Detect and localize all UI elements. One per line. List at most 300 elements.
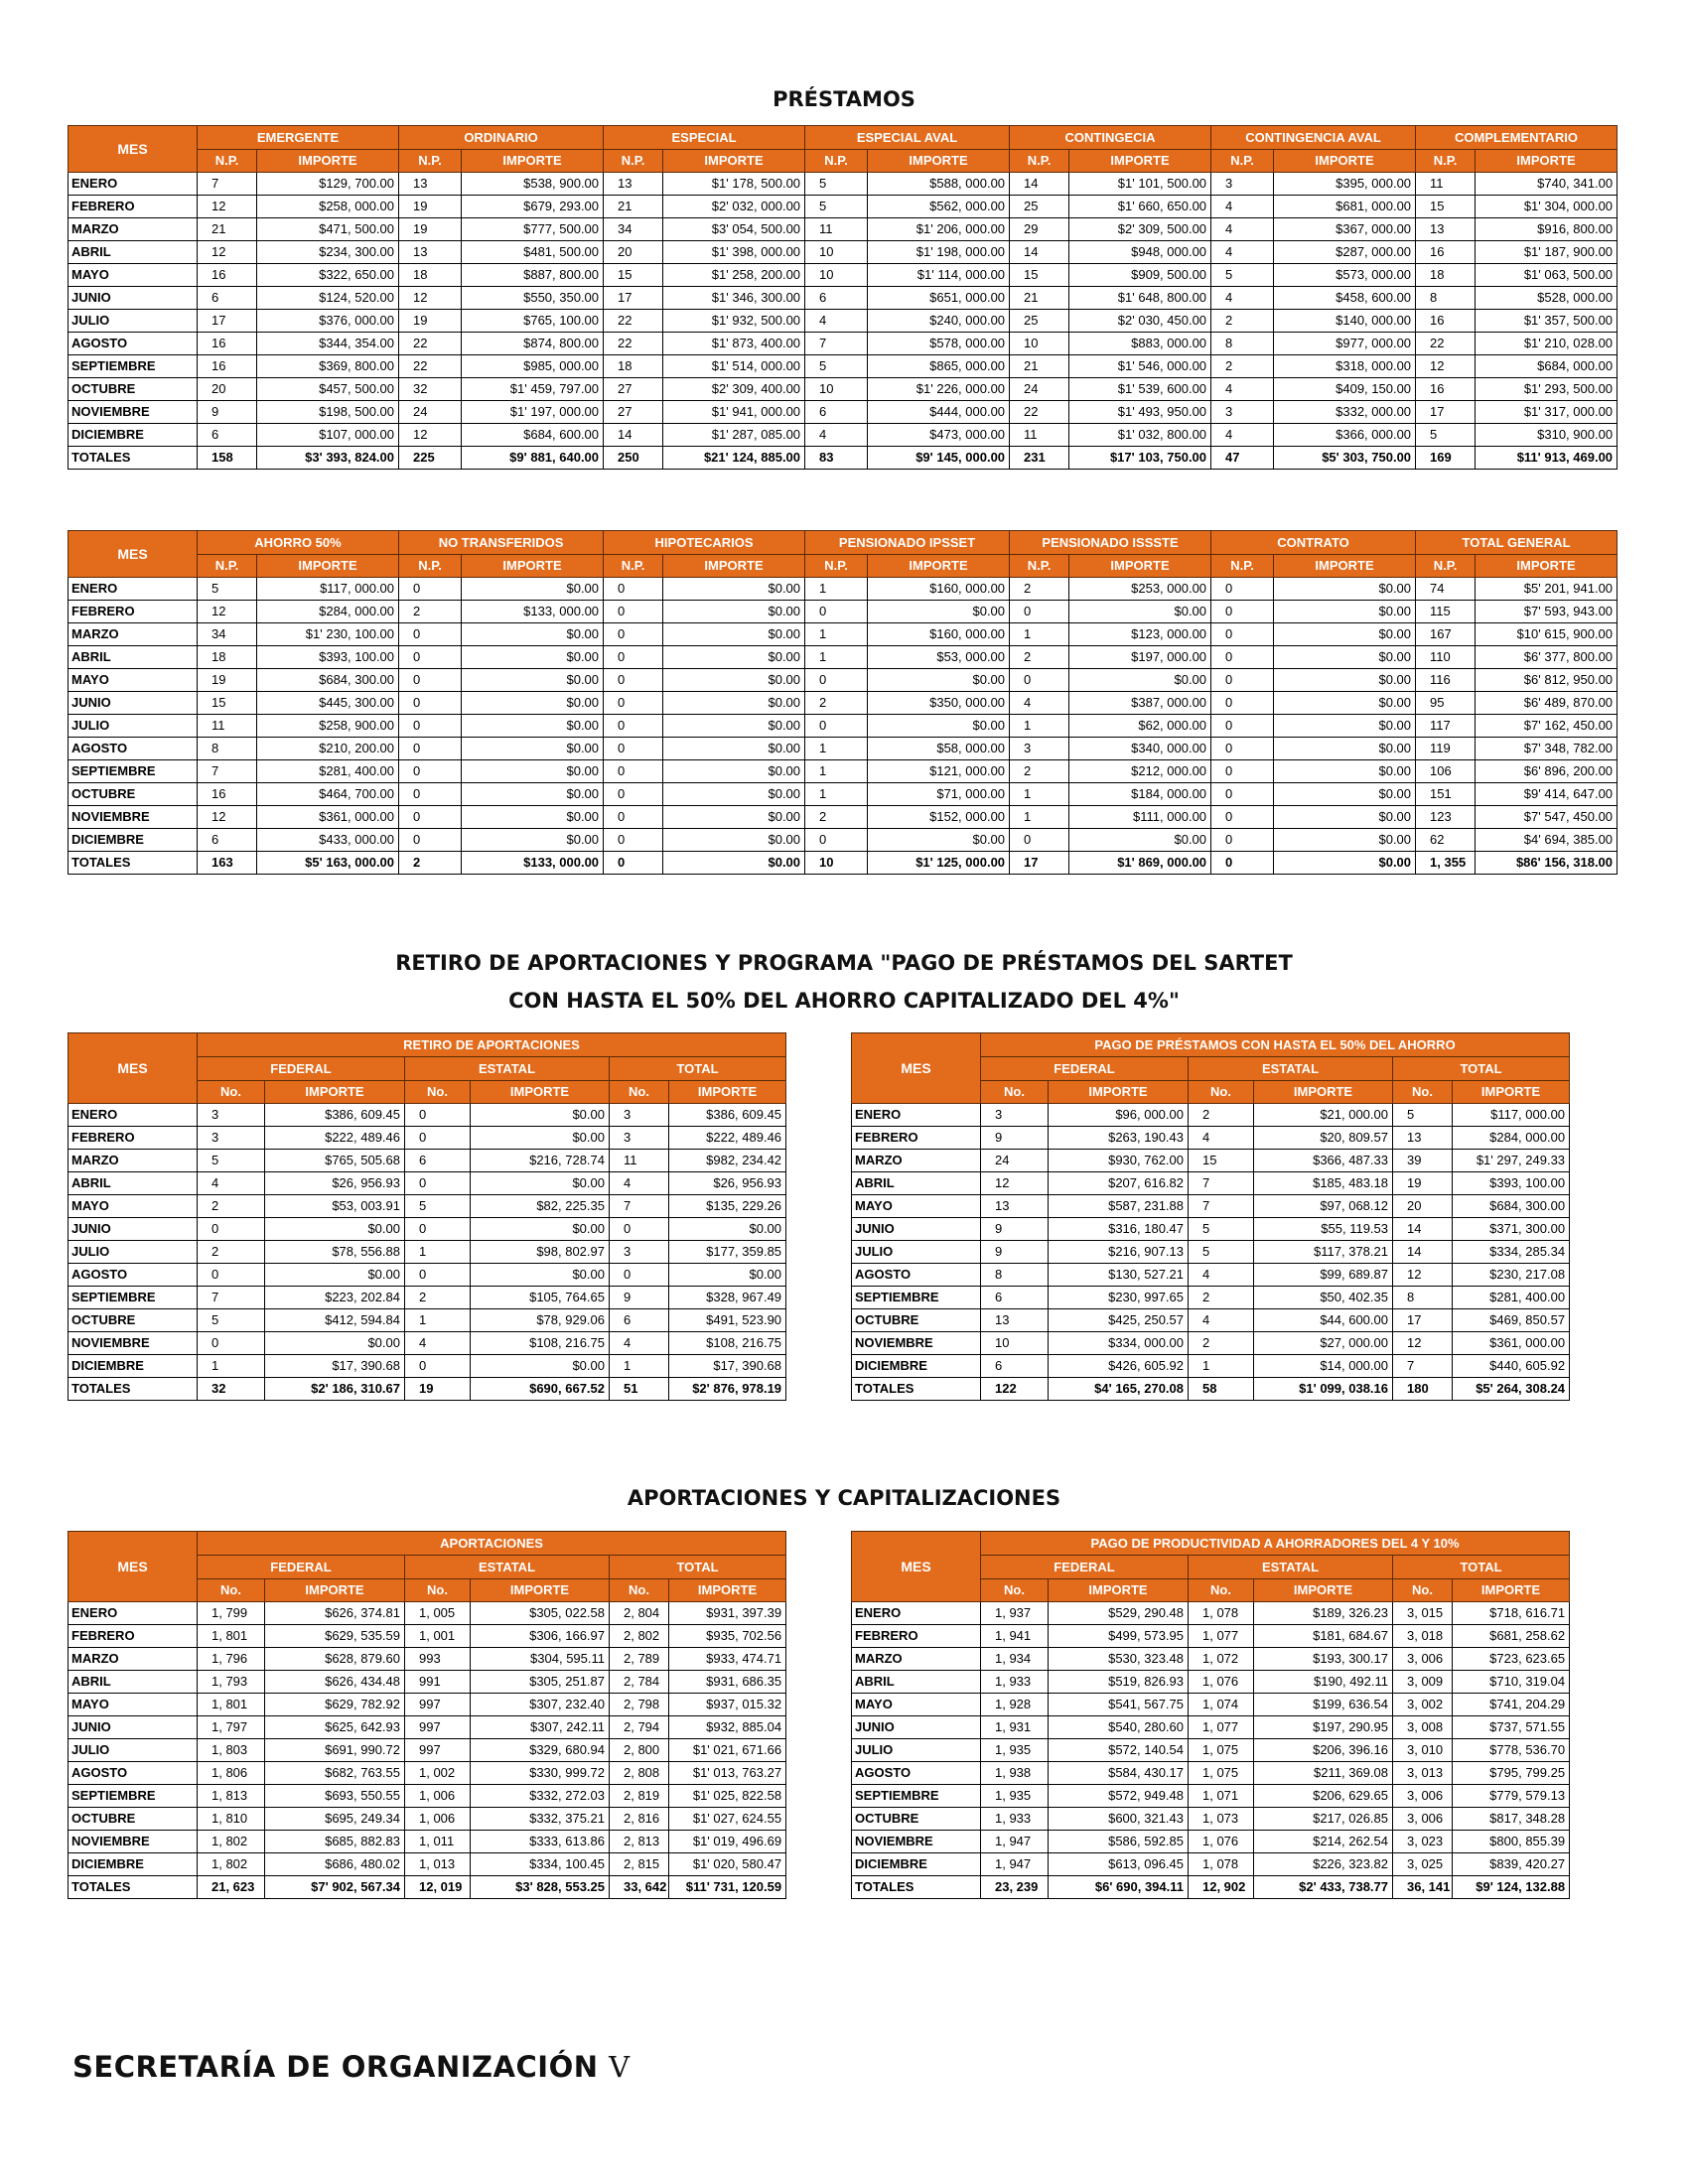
amount-cell: $0.00 [462,760,604,783]
amount-cell: $6' 812, 950.00 [1476,669,1618,692]
amount-cell: $0.00 [1274,669,1416,692]
amount-cell: $152, 000.00 [868,806,1010,829]
title-retiro-line1: RETIRO DE APORTACIONES Y PROGRAMA "PAGO DE PRÉSTAMOS DEL SARTET [395,951,1293,975]
amount-cell: $681, 000.00 [1274,196,1416,218]
count-cell: 0 [399,692,462,715]
month-cell: JULIO [852,1241,981,1264]
amount-cell: $550, 350.00 [462,287,604,310]
amount-cell: $287, 000.00 [1274,241,1416,264]
amount-cell: $17, 390.68 [669,1355,786,1378]
table-row [852,1739,1570,1762]
count-cell: 3 [610,1104,669,1127]
amount-cell: $1' 114, 000.00 [868,264,1010,287]
count-cell: 0 [198,1218,265,1241]
count-cell: 17 [198,310,257,333]
count-header: N.P. [1211,150,1274,173]
count-cell: 14 [1010,241,1069,264]
count-header: N.P. [1211,555,1274,578]
amount-cell: $684, 000.00 [1476,355,1618,378]
mes-header: MES [852,1033,981,1104]
amount-cell: $322, 650.00 [257,264,399,287]
count-cell: 0 [604,852,663,875]
table-row [69,1195,786,1218]
count-cell: 1, 002 [405,1762,471,1785]
amount-cell: $393, 100.00 [257,646,399,669]
table-row [69,623,1618,646]
month-cell: AGOSTO [69,738,198,760]
count-cell: 4 [805,310,868,333]
count-header: N.P. [198,555,257,578]
month-cell: AGOSTO [852,1762,981,1785]
count-header: N.P. [1010,150,1069,173]
count-cell: 12 [1416,355,1476,378]
amount-cell: $9' 124, 132.88 [1453,1876,1570,1899]
importe-header: IMPORTE [1069,555,1211,578]
amount-cell: $111, 000.00 [1069,806,1211,829]
amount-cell: $948, 000.00 [1069,241,1211,264]
amount-cell: $117, 378.21 [1254,1241,1393,1264]
count-cell: 7 [198,760,257,783]
count-cell: 10 [981,1332,1049,1355]
amount-cell: $765, 505.68 [265,1150,405,1172]
month-cell: JULIO [69,715,198,738]
amount-cell: $55, 119.53 [1254,1218,1393,1241]
group-header: FEDERAL [198,1556,405,1579]
amount-cell: $0.00 [663,601,805,623]
table-row [852,1150,1570,1172]
amount-cell: $5' 163, 000.00 [257,852,399,875]
month-cell: ABRIL [69,646,198,669]
count-cell: 22 [1416,333,1476,355]
totals-row [69,1876,786,1899]
count-cell: 5 [198,1309,265,1332]
count-cell: 5 [1211,264,1274,287]
count-cell: 997 [405,1716,471,1739]
amount-cell: $686, 480.02 [265,1853,405,1876]
count-cell: 13 [399,241,462,264]
amount-cell: $0.00 [462,669,604,692]
table-title: PAGO DE PRÉSTAMOS CON HASTA EL 50% DEL AHORRO [981,1033,1570,1057]
amount-cell: $21, 000.00 [1254,1104,1393,1127]
count-cell: 1, 935 [981,1739,1049,1762]
group-header: TOTAL [610,1556,786,1579]
count-cell: 11 [1010,424,1069,447]
count-cell: 1 [1010,623,1069,646]
count-cell: 34 [198,623,257,646]
amount-cell: $217, 026.85 [1254,1808,1393,1831]
count-cell: 21 [1010,355,1069,378]
table-row [852,1762,1570,1785]
count-cell: 22 [1010,401,1069,424]
table-row [69,1762,786,1785]
count-header: No. [198,1579,265,1602]
count-cell: 21, 623 [198,1876,265,1899]
count-cell: 0 [610,1264,669,1287]
count-cell: 0 [399,578,462,601]
amount-cell: $206, 629.65 [1254,1785,1393,1808]
amount-cell: $0.00 [663,738,805,760]
amount-cell: $464, 700.00 [257,783,399,806]
table-retiro [68,1032,786,1401]
amount-cell: $916, 800.00 [1476,218,1618,241]
month-cell: ABRIL [852,1671,981,1694]
count-cell: 18 [198,646,257,669]
table-row [69,646,1618,669]
month-cell: ABRIL [69,1671,198,1694]
month-cell: MAYO [69,264,198,287]
amount-cell: $105, 764.65 [471,1287,610,1309]
month-cell: AGOSTO [69,1762,198,1785]
count-cell: 22 [399,333,462,355]
amount-cell: $133, 000.00 [462,852,604,875]
table-row [69,1150,786,1172]
amount-cell: $121, 000.00 [868,760,1010,783]
count-cell: 1, 796 [198,1648,265,1671]
count-cell: 3, 009 [1393,1671,1453,1694]
amount-cell: $0.00 [462,806,604,829]
table-row [69,1739,786,1762]
count-cell: 83 [805,447,868,470]
amount-cell: $160, 000.00 [868,623,1010,646]
importe-header: IMPORTE [462,555,604,578]
count-cell: 0 [604,669,663,692]
count-header: No. [1393,1579,1453,1602]
amount-cell: $473, 000.00 [868,424,1010,447]
table-title: RETIRO DE APORTACIONES [198,1033,786,1057]
amount-cell: $0.00 [462,578,604,601]
count-cell: 1, 813 [198,1785,265,1808]
amount-cell: $540, 280.60 [1049,1716,1189,1739]
count-cell: 1 [805,578,868,601]
count-cell: 23, 239 [981,1876,1049,1899]
count-cell: 7 [1189,1172,1254,1195]
amount-cell: $777, 500.00 [462,218,604,241]
table-title: PAGO DE PRODUCTIVIDAD A AHORRADORES DEL 4 Y 10% [981,1532,1570,1556]
count-cell: 123 [1416,806,1476,829]
table-row [69,715,1618,738]
amount-cell: $253, 000.00 [1069,578,1211,601]
month-cell: DICIEMBRE [852,1355,981,1378]
table-row [852,1195,1570,1218]
amount-cell: $682, 763.55 [265,1762,405,1785]
count-cell: 2, 800 [610,1739,669,1762]
amount-cell: $281, 400.00 [257,760,399,783]
count-cell: 3 [610,1241,669,1264]
group-header: CONTRATO [1211,531,1416,555]
month-cell: MARZO [69,218,198,241]
sub-header-row [69,555,1618,578]
month-cell: TOTALES [852,1378,981,1401]
count-cell: 15 [604,264,663,287]
amount-cell: $307, 242.11 [471,1716,610,1739]
count-cell: 9 [610,1287,669,1309]
amount-cell: $626, 374.81 [265,1602,405,1625]
count-cell: 1, 071 [1189,1785,1254,1808]
count-cell: 39 [1393,1150,1453,1172]
month-cell: JULIO [69,1739,198,1762]
count-cell: 3 [1010,738,1069,760]
importe-header: IMPORTE [1476,555,1618,578]
amount-cell: $930, 762.00 [1049,1150,1189,1172]
amount-cell: $0.00 [1274,623,1416,646]
count-cell: 3 [981,1104,1049,1127]
amount-cell: $0.00 [1274,738,1416,760]
amount-cell: $0.00 [663,760,805,783]
amount-cell: $96, 000.00 [1049,1104,1189,1127]
amount-cell: $530, 323.48 [1049,1648,1189,1671]
amount-cell: $393, 100.00 [1453,1172,1570,1195]
count-cell: 0 [1010,829,1069,852]
count-cell: 19 [399,196,462,218]
amount-cell: $284, 000.00 [1453,1127,1570,1150]
amount-cell: $281, 400.00 [1453,1287,1570,1309]
amount-cell: $0.00 [1274,646,1416,669]
count-cell: 0 [405,1264,471,1287]
count-cell: 1 [1010,806,1069,829]
count-cell: 5 [1189,1218,1254,1241]
amount-cell: $334, 100.45 [471,1853,610,1876]
count-cell: 10 [805,241,868,264]
amount-cell: $305, 251.87 [471,1671,610,1694]
count-cell: 25 [1010,196,1069,218]
amount-cell: $230, 997.65 [1049,1287,1189,1309]
amount-cell: $216, 728.74 [471,1150,610,1172]
count-cell: 0 [604,760,663,783]
amount-cell: $7' 547, 450.00 [1476,806,1618,829]
count-header: N.P. [805,150,868,173]
amount-cell: $216, 907.13 [1049,1241,1189,1264]
count-cell: 1 [1010,783,1069,806]
count-cell: 997 [405,1694,471,1716]
month-cell: MARZO [69,623,198,646]
amount-cell: $982, 234.42 [669,1150,786,1172]
month-cell: JULIO [69,310,198,333]
amount-cell: $5' 264, 308.24 [1453,1378,1570,1401]
month-cell: ENERO [69,173,198,196]
count-cell: 32 [198,1378,265,1401]
count-cell: 2 [1189,1332,1254,1355]
month-cell: ENERO [69,1602,198,1625]
count-cell: 4 [1211,241,1274,264]
amount-cell: $626, 434.48 [265,1671,405,1694]
group-header: COMPLEMENTARIO [1416,126,1618,150]
count-cell: 25 [1010,310,1069,333]
amount-cell: $1' 932, 500.00 [663,310,805,333]
count-cell: 4 [1189,1127,1254,1150]
month-cell: SEPTIEMBRE [69,760,198,783]
count-cell: 29 [1010,218,1069,241]
count-cell: 6 [198,424,257,447]
importe-header: IMPORTE [462,150,604,173]
table-row [69,401,1618,424]
amount-cell: $578, 000.00 [868,333,1010,355]
count-cell: 1 [405,1309,471,1332]
count-cell: 0 [399,738,462,760]
count-cell: 21 [604,196,663,218]
group-header: FEDERAL [198,1057,405,1081]
group-header: TOTAL [1393,1057,1570,1081]
amount-cell: $306, 166.97 [471,1625,610,1648]
month-cell: MAYO [69,1694,198,1716]
amount-cell: $344, 354.00 [257,333,399,355]
table-row [69,1355,786,1378]
amount-cell: $304, 595.11 [471,1648,610,1671]
count-cell: 1, 947 [981,1853,1049,1876]
amount-cell: $1' 032, 800.00 [1069,424,1211,447]
amount-cell: $135, 229.26 [669,1195,786,1218]
count-cell: 169 [1416,447,1476,470]
count-cell: 0 [604,623,663,646]
amount-cell: $1' 178, 500.00 [663,173,805,196]
count-cell: 2, 798 [610,1694,669,1716]
amount-cell: $573, 000.00 [1274,264,1416,287]
amount-cell: $1' 873, 400.00 [663,333,805,355]
amount-cell: $1' 459, 797.00 [462,378,604,401]
amount-cell: $737, 571.55 [1453,1716,1570,1739]
count-cell: 0 [399,806,462,829]
count-cell: 12 [198,196,257,218]
amount-cell: $0.00 [1274,760,1416,783]
table-row [852,1831,1570,1853]
importe-header: IMPORTE [868,150,1010,173]
amount-cell: $481, 500.00 [462,241,604,264]
amount-cell: $1' 357, 500.00 [1476,310,1618,333]
count-cell: 20 [604,241,663,264]
amount-cell: $629, 535.59 [265,1625,405,1648]
group-header: TOTAL GENERAL [1416,531,1618,555]
count-cell: 1 [805,783,868,806]
amount-cell: $1' 099, 038.16 [1254,1378,1393,1401]
amount-cell: $318, 000.00 [1274,355,1416,378]
count-header: No. [981,1081,1049,1104]
month-cell: TOTALES [69,1876,198,1899]
importe-header: IMPORTE [257,555,399,578]
count-cell: 13 [981,1195,1049,1218]
amount-cell: $1' 398, 000.00 [663,241,805,264]
table-row [852,1309,1570,1332]
count-header: No. [981,1579,1049,1602]
count-cell: 2 [399,852,462,875]
group-header: ESTATAL [1189,1057,1393,1081]
count-cell: 2 [1189,1104,1254,1127]
table-row [852,1355,1570,1378]
table-row [852,1602,1570,1625]
amount-cell: $14, 000.00 [1254,1355,1393,1378]
count-header: No. [405,1579,471,1602]
count-cell: 18 [1416,264,1476,287]
footer [72,2050,631,2084]
table-title-row [69,1033,786,1057]
count-cell: 1 [805,760,868,783]
count-cell: 62 [1416,829,1476,852]
month-cell: TOTALES [69,852,198,875]
table-row [852,1241,1570,1264]
amount-cell: $130, 527.21 [1049,1264,1189,1287]
count-cell: 51 [610,1378,669,1401]
count-cell: 4 [1211,218,1274,241]
month-cell: DICIEMBRE [69,1853,198,1876]
amount-cell: $284, 000.00 [257,601,399,623]
mes-header: MES [69,126,198,173]
amount-cell: $189, 326.23 [1254,1602,1393,1625]
count-cell: 997 [405,1739,471,1762]
amount-cell: $4' 165, 270.08 [1049,1378,1189,1401]
count-cell: 0 [610,1218,669,1241]
count-cell: 1, 076 [1189,1831,1254,1853]
count-cell: 116 [1416,669,1476,692]
table-row [69,1808,786,1831]
count-cell: 2 [399,601,462,623]
amount-cell: $367, 000.00 [1274,218,1416,241]
amount-cell: $2' 309, 500.00 [1069,218,1211,241]
table-prestamos1 [68,125,1618,470]
count-header: N.P. [399,555,462,578]
month-cell: ABRIL [69,1172,198,1195]
count-cell: 3 [610,1127,669,1150]
count-cell: 17 [1393,1309,1453,1332]
amount-cell: $874, 800.00 [462,333,604,355]
amount-cell: $444, 000.00 [868,401,1010,424]
count-cell: 180 [1393,1378,1453,1401]
table-row [69,196,1618,218]
count-cell: 4 [1211,378,1274,401]
count-cell: 2, 802 [610,1625,669,1648]
count-cell: 1, 077 [1189,1716,1254,1739]
amount-cell: $0.00 [1274,783,1416,806]
amount-cell: $190, 492.11 [1254,1671,1393,1694]
count-cell: 0 [399,646,462,669]
count-cell: 5 [805,355,868,378]
amount-cell: $1' 287, 085.00 [663,424,805,447]
mes-header: MES [852,1532,981,1602]
month-cell: JUNIO [69,287,198,310]
amount-cell: $865, 000.00 [868,355,1010,378]
importe-header: IMPORTE [1254,1579,1393,1602]
count-cell: 7 [198,173,257,196]
count-cell: 5 [1393,1104,1453,1127]
count-cell: 0 [399,829,462,852]
count-cell: 1 [805,623,868,646]
count-cell: 4 [1010,692,1069,715]
month-cell: FEBRERO [69,1625,198,1648]
amount-cell: $386, 609.45 [669,1104,786,1127]
count-cell: 12 [198,241,257,264]
group-header: CONTINGECIA [1010,126,1211,150]
amount-cell: $471, 500.00 [257,218,399,241]
group-header: TOTAL [610,1057,786,1081]
count-cell: 10 [805,378,868,401]
amount-cell: $9' 414, 647.00 [1476,783,1618,806]
amount-cell: $1' 493, 950.00 [1069,401,1211,424]
table-row [69,1104,786,1127]
count-cell: 3, 013 [1393,1762,1453,1785]
amount-cell: $307, 232.40 [471,1694,610,1716]
amount-cell: $0.00 [663,692,805,715]
month-cell: OCTUBRE [69,1309,198,1332]
count-cell: 0 [604,646,663,669]
amount-cell: $332, 000.00 [1274,401,1416,424]
count-cell: 1, 072 [1189,1648,1254,1671]
amount-cell: $160, 000.00 [868,578,1010,601]
amount-cell: $3' 828, 553.25 [471,1876,610,1899]
amount-cell: $0.00 [663,829,805,852]
count-cell: 6 [981,1355,1049,1378]
amount-cell: $935, 702.56 [669,1625,786,1648]
count-cell: 19 [399,218,462,241]
amount-cell: $572, 949.48 [1049,1785,1189,1808]
count-cell: 5 [198,1150,265,1172]
amount-cell: $316, 180.47 [1049,1218,1189,1241]
